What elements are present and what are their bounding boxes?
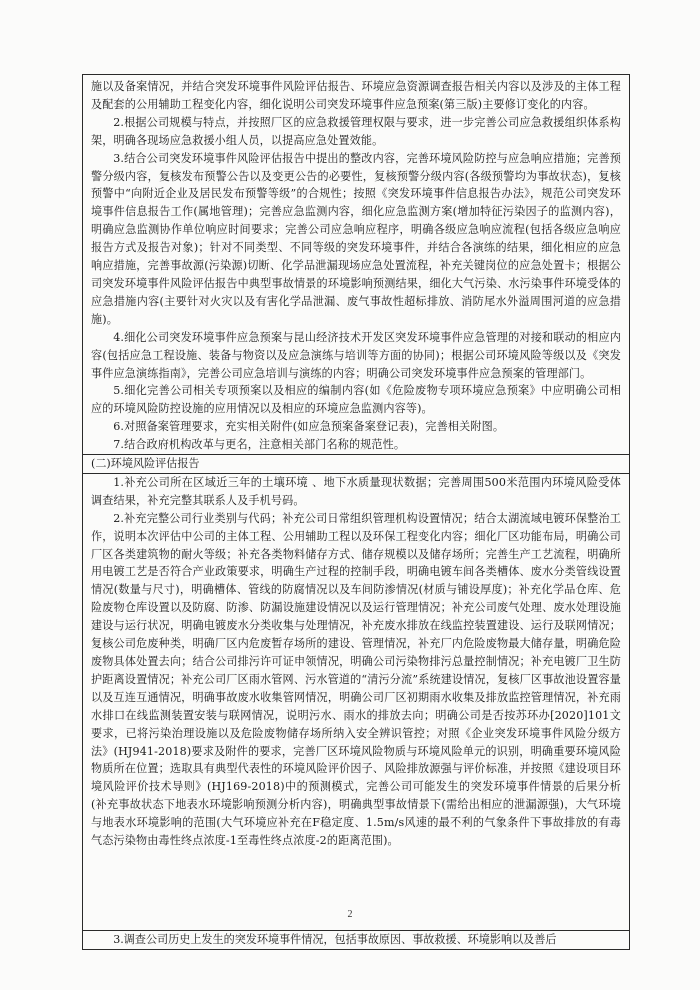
page-number: 2	[347, 909, 353, 920]
paragraph: 施以及备案情况，并结合突发环境事件风险评估报告、环境应急资源调查报告相关内容以及涉及的主体工程及配套的公用辅助工程变化内容，细化说明公司突发环境事件应急预案(第三版)主要修订变化的内容。	[91, 80, 621, 111]
paragraph: 2.根据公司规模与特点，并按照厂区的应急救援管理权限与要求，进一步完善公司应急救援组织体系构架，明确各现场应急救援小组人员，以提高应急处置效能。	[91, 115, 621, 147]
section-title: (二)环境风险评估报告	[83, 454, 629, 474]
last-line: 3.调查公司历史上发生的突发环境事件情况，包括事故原因、事故救援、环境影响以及善后	[83, 930, 629, 949]
paragraph: 1.补充公司所在区域近三年的土壤环境 、地下水质量现状数据；完善周围500米范围内环境风险受体调查结果，补充完整其联系人及手机号码。	[91, 475, 621, 507]
paragraph: 6.对照备案管理要求，充实相关附件(如应急预案备案登记表)，完善相关附图。	[113, 420, 505, 434]
paragraph: 2.补充完整公司行业类别与代码；补充公司日常组织管理机构设置情况；结合太湖流域电镀环保整治工作，说明本次评估中公司的主体工程、公用辅助工程以及环保工程变化内容；细化厂区功能布局，明确公司厂区各类建筑物的耐火等级；补充各类物料储存方式、储存规模以及储存场所；完善生产工艺流程，明确所用电镀工艺是否符合产业政策要求，明确生产过程的控制手段，明确电镀车间各类槽体、废水分类管线设置情况(数量与尺寸)，明确槽体、管线的防腐情况以及车间防渗情况(材质与铺设厚度)；补充化学品仓库、危险废物仓库设置以及防腐、防渗、防漏设施建设情况以及运行管理情况；补充公司废气处理、废水处理设施建设与运行状况，明确电镀废水分类收集与处理情况，补充废水排放在线监控装置建设、运行及联网情况；复核公司危废种类，明确厂区内危废暂存场所的建设、管理情况，补充厂内危险废物最大储存量，明确危险废物具体处置去向；结合公司排污许可证申领情况，明确公司污染物排污总量控制情况；补充电镀厂卫生防护距离设置情况；补充公司厂区雨水管网、污水管道的“清污分流”系统建设情况，复核厂区事故池设置容量以及互连互通情况，明确事故废水收集管网情况，明确公司厂区初期雨水收集及排放监控管理情况，补充雨水排口在线监测装置安装与联网情况，说明污水、雨水的排放去向；明确公司是否按苏环办[2020]101文要求，已将污染治理设施以及危险废物储存场所纳入安全辨识管控；对照《企业突发环境事件风险分级方法》(HJ941-2018)要求及附件的要求，完善厂区环境风险物质与环境风险单元的识别，明确重要环境风险物质所在位置；选取具有典型代表性的环境风险评价因子、风险排放源强与评价标准，并按照《建设项目环境风险评价技术导则》(HJ169-2018)中的预测模式，完善公司可能发生的突发环境事件情景的后果分析(补充事故状态下地表水环境影响预测分析内容)，明确典型事故情景下(需给出相应的泄漏源强)，大气环境与地表水环境影响的范围(大气环境应补充在F稳定度、1.5m/s风速的最不利的气象条件下事故排放的有毒气态污染物由毒性终点浓度-1至毒性终点浓度-2的距离范围)。	[91, 511, 621, 848]
paragraph-group-top	[91, 78, 621, 454]
paragraph-group-bottom	[91, 474, 621, 850]
paragraph: 7.结合政府机构改革与更名，注意相关部门名称的规范性。	[113, 438, 406, 452]
paragraph: 4.细化公司突发环境事件应急预案与昆山经济技术开发区突发环境事件应急管理的对接和联动的相应内容(包括应急工程设施、装备与物资以及应急演练与培训等方面的协同)；根据公司环境风险等级以及《突发事件应急演练指南》，完善公司应急培训与演练的内容；明确公司突发环境事件应急预案的管理部门。	[91, 330, 621, 380]
paragraph: 3.结合公司突发环境事件风险评估报告中提出的整改内容，完善环境风险防控与应急响应措施；完善预警分级内容，复核发布预警公告以及变更公告的必要性，复核预警分级内容(各级预警均为事故状态)，复核预警中“向附近企业及居民发布预警等级”的合规性；按照《突发环境事件信息报告办法》，规范公司突发环境事件信息报告工作(属地管理)；完善应急监测内容，细化应急监测方案(增加特征污染因子的监测内容)，明确应急监测协作单位响应时间要求；完善公司应急响应程序，明确各级应急响应流程(包括各级应急响应报告方式及报告对象)；针对不同类型、不同等级的突发环境事件，并结合各演练的结果，细化相应的应急响应措施，完善事故源(污染源)切断、化学品泄漏现场应急处置流程，补充关键岗位的应急处置卡；根据公司突发环境事件风险评估报告中典型事故情景的环境影响预测结果，细化大气污染、水污染事件环境受体的应急措施内容(主要针对火灾以及有害化学品泄漏、废气事故性超标排放、消防尾水外溢周围河道的应急措施)。	[91, 151, 621, 326]
content-frame	[82, 74, 630, 950]
content-body	[83, 75, 629, 850]
paragraph: 5.细化完善公司相关专项预案以及相应的编制内容(如《危险废物专项环境应急预案》中应明确公司相应的环境风险防控设施的应用情况以及相应的环境应急监测内容等)。	[91, 384, 621, 416]
